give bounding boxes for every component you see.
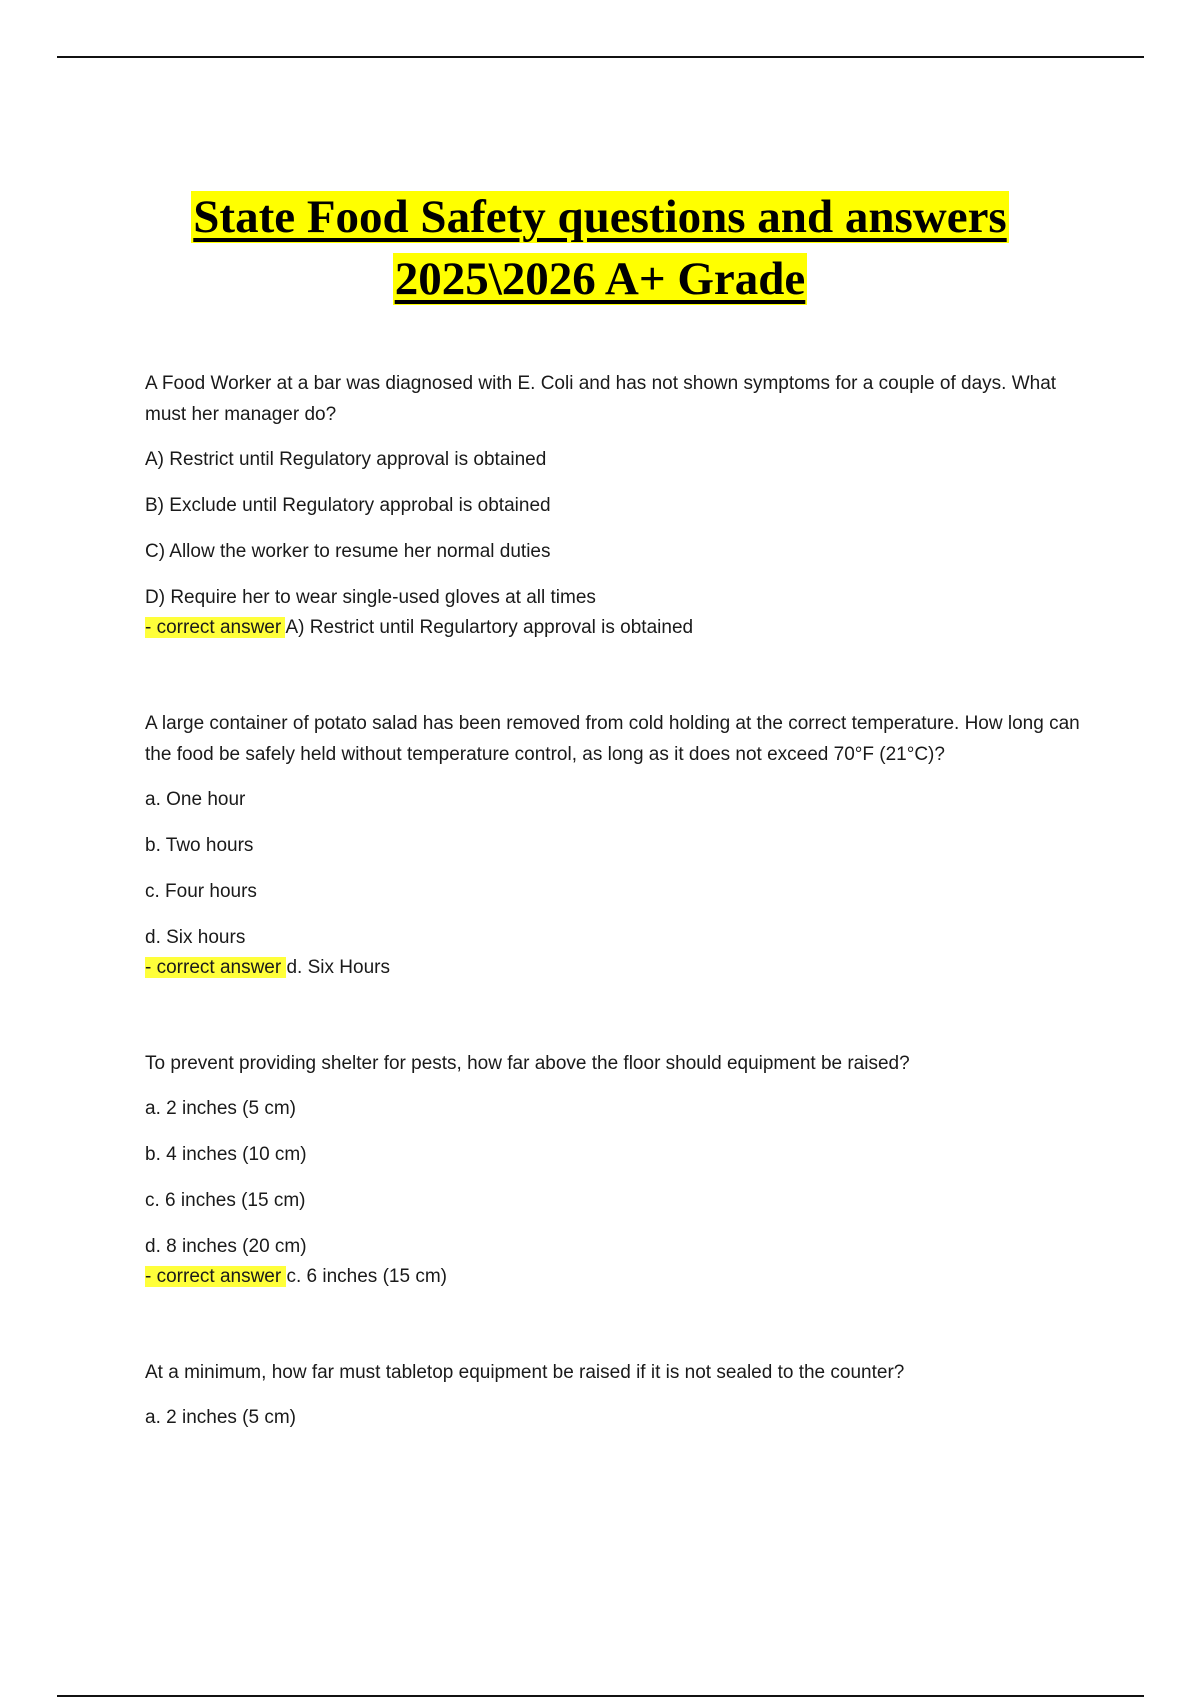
bottom-rule: [57, 1695, 1144, 1697]
correct-answer-text: d. Six Hours: [286, 957, 390, 978]
question-2: [145, 708, 1095, 982]
title-line-2: 2025\2026 A+ Grade: [394, 253, 806, 305]
option-c: c. Four hours: [145, 881, 257, 902]
option-d: d. Six hours: [145, 927, 246, 948]
question-stem: A Food Worker at a bar was diagnosed with E. Coli and has not shown symptoms for a couple of days. What must her manager do?: [145, 373, 1057, 425]
question-stem: A large container of potato salad has been removed from cold holding at the correct temperature. How long can the food be safely held without temperature control, as long as it does not exceed 70°F (21°C)?: [145, 713, 1080, 765]
question-stem: At a minimum, how far must tabletop equipment be raised if it is not sealed to the counter?: [145, 1362, 905, 1383]
question-stem: To prevent providing shelter for pests, how far above the floor should equipment be raised?: [145, 1053, 910, 1074]
option-b: b. Two hours: [145, 835, 254, 856]
question-list: [145, 368, 1095, 1499]
option-a: a. 2 inches (5 cm): [145, 1098, 296, 1119]
question-3: [145, 1048, 1095, 1291]
document-title: [0, 186, 1200, 310]
option-c: C) Allow the worker to resume her normal duties: [145, 541, 551, 562]
correct-answer-text: A) Restrict until Regulartory approval is obtained: [285, 617, 694, 638]
correct-answer-label: - correct answer: [145, 957, 287, 978]
correct-answer-label: - correct answer: [145, 1266, 287, 1287]
correct-answer-label: - correct answer: [145, 617, 286, 638]
question-1: [145, 368, 1095, 642]
correct-answer: [145, 953, 1095, 982]
top-rule: [57, 56, 1144, 58]
option-a: a. One hour: [145, 789, 246, 810]
option-b: b. 4 inches (10 cm): [145, 1144, 307, 1165]
option-b: B) Exclude until Regulatory approbal is obtained: [145, 495, 551, 516]
option-d: d. 8 inches (20 cm): [145, 1236, 307, 1257]
option-a: A) Restrict until Regulatory approval is obtained: [145, 449, 547, 470]
option-d: D) Require her to wear single-used gloves at all times: [145, 587, 596, 608]
question-4: [145, 1357, 1095, 1433]
option-c: c. 6 inches (15 cm): [145, 1190, 306, 1211]
correct-answer-text: c. 6 inches (15 cm): [286, 1266, 447, 1287]
title-line-1: State Food Safety questions and answers: [193, 191, 1007, 243]
correct-answer: [145, 613, 1095, 642]
correct-answer: [145, 1262, 1095, 1291]
option-a: a. 2 inches (5 cm): [145, 1407, 296, 1428]
